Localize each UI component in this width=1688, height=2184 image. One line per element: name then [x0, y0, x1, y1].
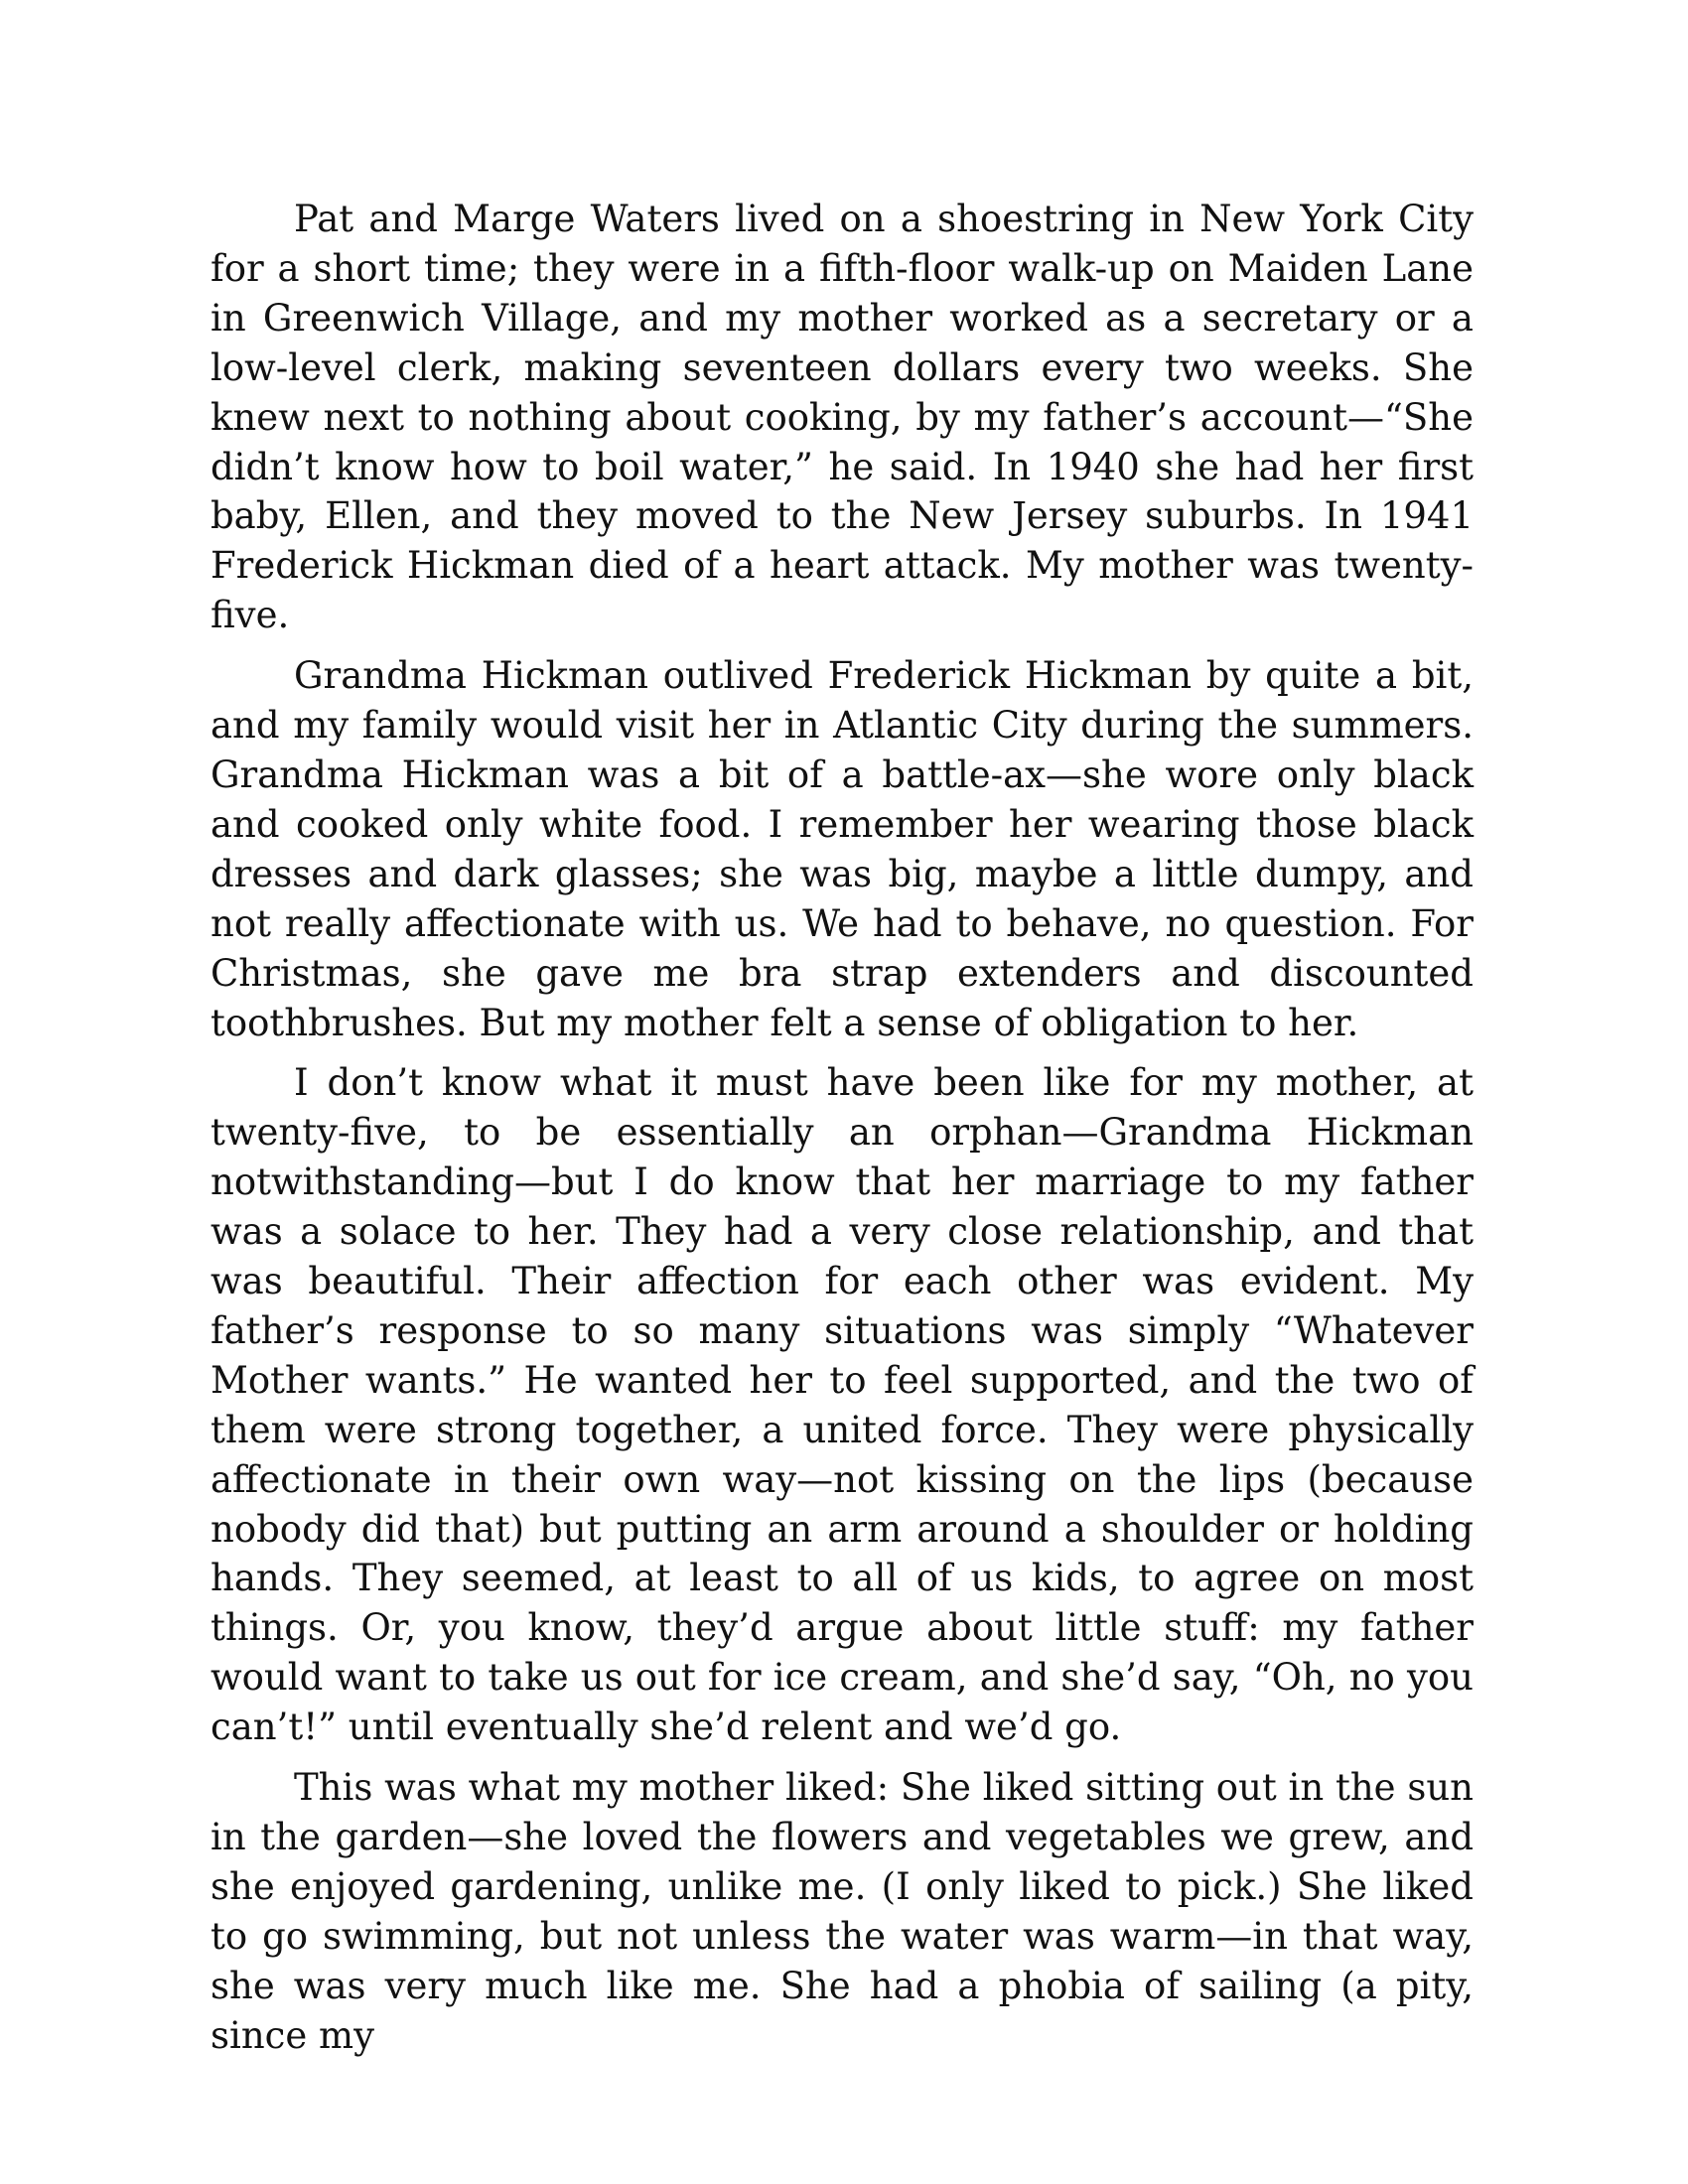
paragraph-1: Pat and Marge Waters lived on a shoestring in New York City for a short time; they were in a fifth-floor walk-up on Maiden Lane in Greenwich Village, and my mother worked as a secretary or a low-level clerk, making seventeen dollars every two weeks. She knew next to nothing about cooking, by my father’s account—“She didn’t know how to boil water,” he said. In 1940 she had her first baby, Ellen, and they moved to the New Jersey suburbs. In 1941 Frederick Hickman died of a heart attack. My mother was twenty-five. — [211, 198, 1474, 637]
paragraph-4: This was what my mother liked: She liked sitting out in the sun in the garden—she loved the flowers and vegetables we grew, and she enjoyed gardening, unlike me. (I only liked to pick.) She liked to go swimming, but not unless the water was warm—in that way, she was very much like me. She had a phobia of sailing (a pity, since my — [211, 1766, 1474, 2057]
page-body — [211, 195, 1474, 2072]
paragraph-3: I don’t know what it must have been like for my mother, at twenty-five, to be essentially an orphan—Grandma Hickman notwithstanding—but I do know that her marriage to my father was a solace to her. They had a very close relationship, and that was beautiful. Their affection for each other was evident. My father’s response to so many situations was simply “Whatever Mother wants.” He wanted her to feel supported, and the two of them were strong together, a united force. They were physically affectionate in their own way—not kissing on the lips (because nobody did that) but putting an arm around a shoulder or holding hands. They seemed, at least to all of us kids, to agree on most things. Or, you know, they’d argue about little stuff: my father would want to take us out for ice cream, and she’d say, “Oh, no you can’t!” until eventually she’d relent and we’d go. — [211, 1061, 1474, 1749]
paragraph-2: Grandma Hickman outlived Frederick Hickman by quite a bit, and my family would visit her in Atlantic City during the summers. Grandma Hickman was a bit of a battle-ax—she wore only black and cooked only white food. I remember her wearing those black dresses and dark glasses; she was big, maybe a little dumpy, and not really affectionate with us. We had to behave, no question. For Christmas, she gave me bra strap extenders and discounted toothbrushes. But my mother felt a sense of obligation to her. — [211, 654, 1474, 1044]
